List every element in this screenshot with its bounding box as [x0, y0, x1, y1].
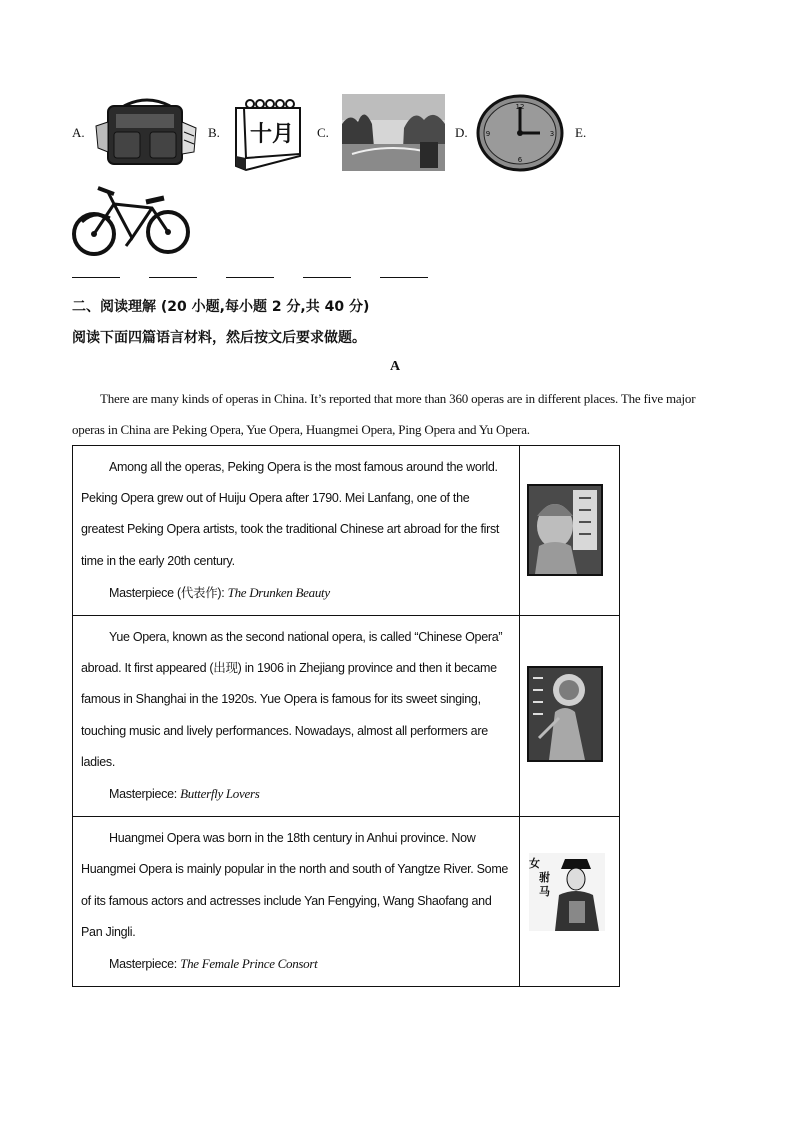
- clock-icon: [476, 94, 564, 172]
- schoolbag-icon: [94, 96, 200, 168]
- masterpiece-line: [81, 577, 511, 609]
- masterpiece-title: The Drunken Beauty: [227, 584, 330, 600]
- huangmei-opera-photo: [529, 853, 605, 931]
- svg-text:12: 12: [515, 103, 525, 111]
- answer-blank-2[interactable]: [149, 277, 197, 278]
- opera-text-cell: [73, 817, 520, 987]
- calendar-month-text: 十月: [249, 122, 295, 147]
- yue-opera-photo: [527, 666, 603, 762]
- opera-text-cell: [73, 446, 520, 616]
- svg-text:3: 3: [549, 130, 555, 138]
- photo-caption-char-2: 驸: [538, 871, 550, 885]
- table-row: [73, 817, 620, 987]
- answer-blank-5[interactable]: [380, 277, 428, 278]
- svg-text:6: 6: [517, 156, 523, 164]
- svg-text:9: 9: [485, 130, 491, 138]
- photo-caption-char-1: 女: [528, 857, 540, 871]
- masterpiece-label: Masterpiece:: [109, 787, 181, 802]
- passage-letter: A: [390, 359, 401, 374]
- peking-opera-photo: [527, 484, 603, 576]
- masterpiece-label: Masterpiece:: [109, 957, 181, 972]
- answer-blank-1[interactable]: [72, 277, 120, 278]
- opera-description: Among all the operas, Peking Opera is the most famous around the world. Peking Opera grew out of Huiju Opera after 1790. Mei Lanfang, one of the greatest Peking Opera artists, took the traditional Chinese art abroad for the first time in the early 20th century.: [81, 460, 500, 568]
- masterpiece-line: [81, 948, 511, 980]
- table-row: [73, 446, 620, 616]
- answer-blank-4[interactable]: [303, 277, 351, 278]
- section-title: 二、阅读理解 (20 小题,每小题 2 分,共 40 分): [72, 299, 370, 315]
- masterpiece-label: Masterpiece (代表作):: [109, 585, 228, 600]
- option-d-letter: D.: [455, 125, 468, 140]
- option-b-letter: B.: [208, 125, 220, 140]
- answer-blank-3[interactable]: [226, 277, 274, 278]
- intro-paragraph: There are many kinds of operas in China. It’s reported that more than 360 operas are in different places. The five major operas in China are Peking Opera, Yue Opera, Huangmei Opera, Ping Opera and Yu Opera.: [72, 391, 696, 437]
- option-a-letter: A.: [72, 125, 85, 140]
- masterpiece-line: [81, 778, 511, 810]
- option-e-letter: E.: [575, 125, 587, 140]
- opera-description: Huangmei Opera was born in the 18th century in Anhui province. Now Huangmei Opera is mainly popular in the north and south of Yangtze River. Some of its famous actors and actresses include Yan Fengying, Wang Shaofang and Pan Jingli.: [81, 831, 509, 939]
- masterpiece-title: The Female Prince Consort: [180, 956, 318, 972]
- opera-table: [72, 445, 620, 987]
- opera-image-cell: [519, 446, 619, 616]
- option-c-letter: C.: [317, 125, 329, 140]
- masterpiece-title: Butterfly Lovers: [180, 786, 260, 802]
- opera-image-cell: [519, 616, 619, 817]
- table-row: [73, 616, 620, 817]
- photo-caption-char-3: 马: [538, 885, 550, 899]
- calendar-icon: [230, 96, 308, 172]
- opera-text-cell: [73, 616, 520, 817]
- section-instruction: 阅读下面四篇语言材料，然后按文后要求做题。: [72, 330, 366, 346]
- opera-image-cell: [519, 817, 619, 987]
- mountain-scenery-icon: [342, 94, 445, 171]
- opera-description: Yue Opera, known as the second national opera, is called “Chinese Opera” abroad. It first appeared (出现) in 1906 in Zhejiang province and then it became famous in Shanghai in the 1920s. Yue Opera is famous for its sweet singing, touching music and lively performances. Nowadays, almost all performers are ladies.: [81, 630, 503, 769]
- bicycle-icon: [70, 182, 194, 258]
